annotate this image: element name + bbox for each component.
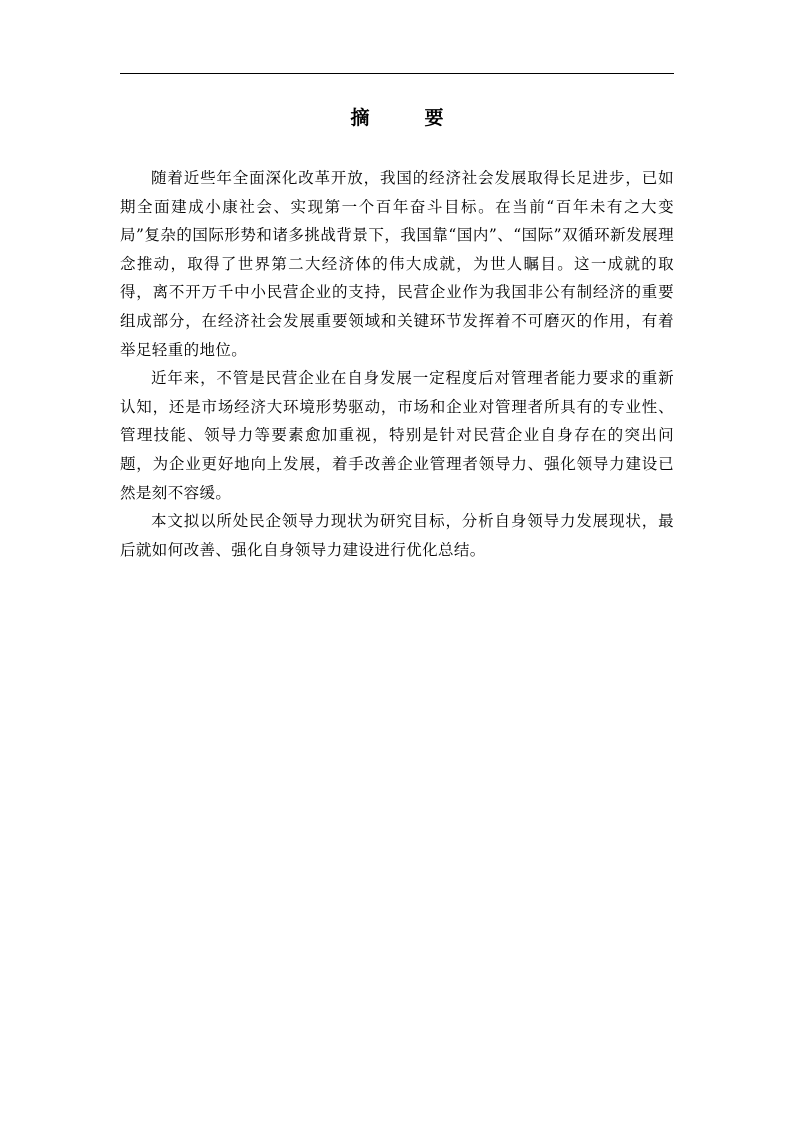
abstract-paragraph-3: 本文拟以所处民企领导力现状为研究目标，分析自身领导力发展现状，最后就如何改善、强化自身领导力建设进行优化总结。 [120, 512, 674, 559]
abstract-title: 摘 要 [350, 107, 462, 129]
abstract-paragraph-2: 近年来，不管是民营企业在自身发展一定程度后对管理者能力要求的重新认知，还是市场经济大环境形势驱动，市场和企业对管理者所具有的专业性、管理技能、领导力等要素愈加重视，特别是针对民营企业自身存在的突出问题，为企业更好地向上发展，着手改善企业管理者领导力、强化领导力建设已然是刻不容缓。 [120, 369, 674, 502]
abstract-body [120, 164, 674, 564]
header-rule [120, 73, 674, 74]
abstract-paragraph-1: 随着近些年全面深化改革开放，我国的经济社会发展取得长足进步，已如期全面建成小康社会、实现第一个百年奋斗目标。在当前“百年未有之大变局”复杂的国际形势和诸多挑战背景下，我国靠“国内”、“国际”双循环新发展理念推动，取得了世界第二大经济体的伟大成就，为世人瞩目。这一成就的取得，离不开万千中小民营企业的支持，民营企业作为我国非公有制经济的重要组成部分，在经济社会发展重要领域和关键环节发挥着不可磨灭的作用，有着举足轻重的地位。 [120, 169, 674, 359]
